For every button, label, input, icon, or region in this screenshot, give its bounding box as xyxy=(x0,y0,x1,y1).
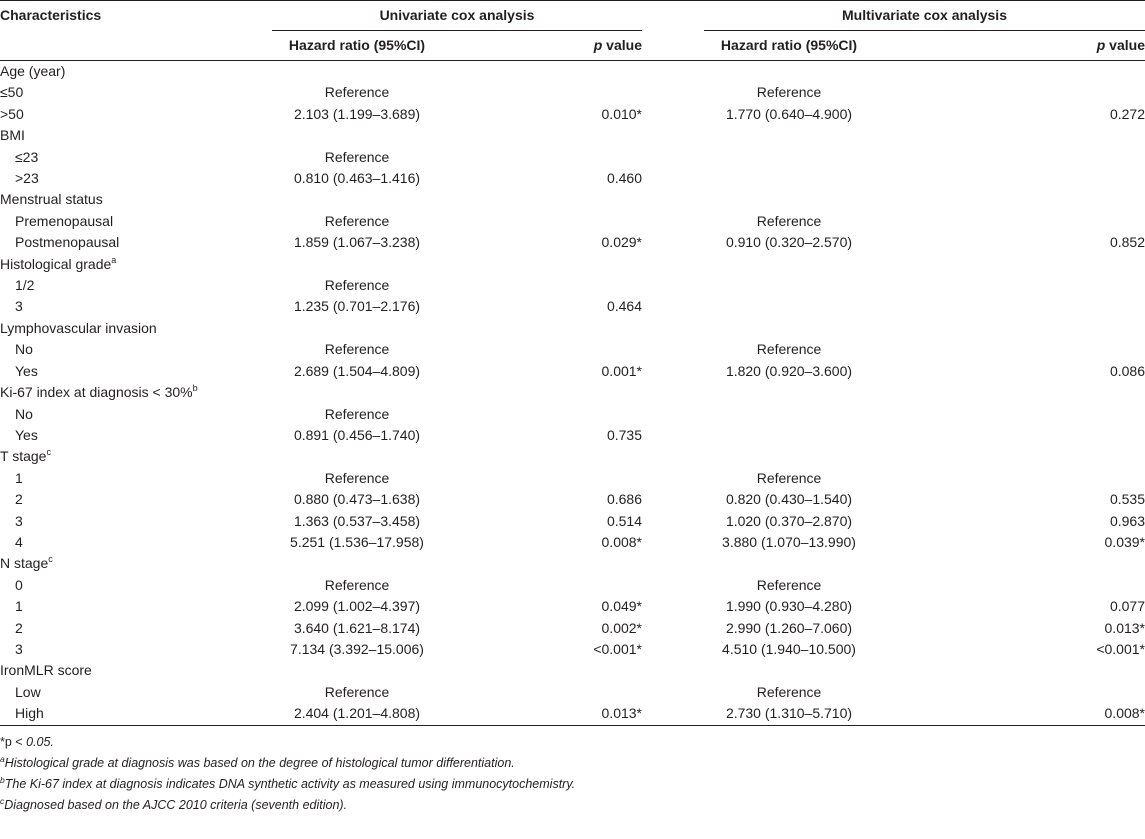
label-text: 3 xyxy=(15,640,23,657)
multivariate-p-cell: 0.272 xyxy=(1109,105,1145,122)
univariate-p-cell xyxy=(442,211,642,232)
footnote-marker: c xyxy=(48,554,53,565)
label-text: Yes xyxy=(15,362,38,379)
label-text: 3 xyxy=(15,512,23,529)
table-body xyxy=(0,61,1145,726)
label-text: 1/2 xyxy=(15,277,35,294)
multivariate-hr-cell: 0.820 (0.430–1.540) xyxy=(725,491,853,508)
group-label xyxy=(0,254,272,275)
multivariate-p-cell xyxy=(874,682,1145,703)
group-row xyxy=(0,189,1145,210)
univariate-p-cell xyxy=(442,682,642,703)
footnote-c-text: Diagnosed based on the AJCC 2010 criteria (seventh edition). xyxy=(4,798,348,813)
multivariate-hr-cell xyxy=(704,189,874,210)
multivariate-p-cell xyxy=(874,211,1145,232)
spacer-cell xyxy=(642,489,704,510)
label-text: 0 xyxy=(15,576,23,593)
spacer-cell xyxy=(642,125,704,146)
label-text: Age (year) xyxy=(0,63,66,79)
spacer-cell xyxy=(642,382,704,403)
spacer-cell xyxy=(642,147,704,168)
spacer-cell xyxy=(642,532,704,553)
row-label xyxy=(0,147,272,168)
p-value-word: value xyxy=(1105,37,1145,53)
multivariate-p-cell xyxy=(874,382,1145,403)
table-row xyxy=(0,361,1145,382)
univariate-p-cell: 0.514 xyxy=(606,512,642,529)
label-text: Ki-67 index at diagnosis < 30% xyxy=(0,384,193,401)
row-label xyxy=(0,232,272,253)
univariate-hr-cell: 2.103 (1.199–3.689) xyxy=(293,105,421,122)
group-row xyxy=(0,660,1145,681)
multivariate-p-cell xyxy=(874,189,1145,210)
footnote-b-text: The Ki-67 index at diagnosis indicates DNA synthetic activity as measured using immunocytochemistry. xyxy=(4,777,576,792)
group-label xyxy=(0,61,272,83)
multivariate-hr-cell xyxy=(704,446,874,467)
multivariate-hr-cell: Reference xyxy=(756,212,822,229)
group-label xyxy=(0,318,272,339)
label-text: T stage xyxy=(0,448,47,465)
multivariate-p-cell xyxy=(874,425,1145,446)
univariate-p-cell xyxy=(442,82,642,103)
significance-note xyxy=(0,732,1145,753)
row-label xyxy=(0,168,272,189)
univariate-p-cell xyxy=(442,660,642,681)
label-text: Histological grade xyxy=(0,255,112,272)
multivariate-header: Multivariate cox analysis xyxy=(704,1,1145,31)
row-label xyxy=(0,82,272,103)
group-label xyxy=(0,660,272,681)
footnote-a-mark: a xyxy=(0,753,5,764)
table-row xyxy=(0,618,1145,639)
multivariate-p-cell xyxy=(874,468,1145,489)
table-row xyxy=(0,596,1145,617)
multivariate-hr-cell: Reference xyxy=(756,683,822,700)
univariate-p-cell xyxy=(442,468,642,489)
spacer-cell xyxy=(642,596,704,617)
univariate-p-cell xyxy=(442,339,642,360)
multivariate-hr-cell: 1.770 (0.640–4.900) xyxy=(725,105,853,122)
row-label xyxy=(0,511,272,532)
univariate-hr-cell: Reference xyxy=(324,277,390,294)
spacer-cell xyxy=(642,703,704,725)
footnote-b-mark: b xyxy=(0,775,5,786)
header-blank xyxy=(0,31,272,61)
label-text: 4 xyxy=(15,533,23,550)
multivariate-hr-cell xyxy=(704,125,874,146)
row-label xyxy=(0,275,272,296)
multivariate-p-cell xyxy=(874,296,1145,317)
univariate-hr-cell: 0.880 (0.473–1.638) xyxy=(293,491,421,508)
multivariate-hr-cell: 1.020 (0.370–2.870) xyxy=(725,512,853,529)
spacer-cell xyxy=(642,168,704,189)
multivariate-p-cell xyxy=(874,404,1145,425)
univariate-p-header xyxy=(442,31,642,61)
spacer-cell xyxy=(642,511,704,532)
multivariate-hr-cell xyxy=(704,168,874,189)
group-row xyxy=(0,125,1145,146)
label-text: >50 xyxy=(0,105,24,122)
spacer-cell xyxy=(642,254,704,275)
spacer-cell xyxy=(642,446,704,467)
multivariate-p-cell: 0.086 xyxy=(1109,362,1145,379)
row-label xyxy=(0,211,272,232)
spacer-cell xyxy=(642,82,704,103)
multivariate-hr-cell: Reference xyxy=(756,469,822,486)
table-footnotes xyxy=(0,732,1145,817)
row-label xyxy=(0,596,272,617)
table-row xyxy=(0,532,1145,553)
footnote-b xyxy=(0,774,1145,795)
multivariate-hr-cell xyxy=(704,275,874,296)
table-row xyxy=(0,682,1145,703)
univariate-hr-cell: Reference xyxy=(324,212,390,229)
multivariate-p-cell: 0.535 xyxy=(1109,491,1145,508)
multivariate-hr-cell xyxy=(704,660,874,681)
univariate-p-cell xyxy=(442,446,642,467)
label-text: 1 xyxy=(15,469,23,486)
multivariate-p-cell: 0.077 xyxy=(1109,598,1145,615)
table-row xyxy=(0,275,1145,296)
univariate-p-cell: <0.001* xyxy=(593,640,642,657)
univariate-hr-cell: 2.404 (1.201–4.808) xyxy=(272,703,442,725)
row-label xyxy=(0,703,272,725)
label-text: >23 xyxy=(15,170,39,187)
label-text: Low xyxy=(15,683,41,700)
multivariate-hr-cell xyxy=(704,61,874,83)
multivariate-p-cell xyxy=(874,82,1145,103)
spacer-cell xyxy=(642,211,704,232)
table-row xyxy=(0,296,1145,317)
group-label xyxy=(0,382,272,403)
multivariate-p-cell xyxy=(874,575,1145,596)
multivariate-hr-cell: 2.990 (1.260–7.060) xyxy=(725,619,853,636)
label-text: 2 xyxy=(15,619,23,636)
multivariate-hr-cell: 2.730 (1.310–5.710) xyxy=(704,703,874,725)
multivariate-p-header xyxy=(874,31,1145,61)
footnote-a-text: Histological grade at diagnosis was based on the degree of histological tumor differentiation. xyxy=(4,755,515,770)
group-row xyxy=(0,254,1145,275)
univariate-p-cell xyxy=(442,275,642,296)
row-label xyxy=(0,639,272,660)
univariate-p-cell: 0.010* xyxy=(601,105,642,122)
univariate-hr-cell xyxy=(272,382,442,403)
row-label xyxy=(0,682,272,703)
spacer-cell xyxy=(642,575,704,596)
multivariate-hr-cell: 3.880 (1.070–13.990) xyxy=(722,533,856,550)
label-text: Lymphovascular invasion xyxy=(0,319,157,336)
row-label xyxy=(0,361,272,382)
multivariate-p-cell: 0.008* xyxy=(874,703,1145,725)
spacer-cell xyxy=(642,339,704,360)
label-text: No xyxy=(15,405,33,422)
header-spacer-2 xyxy=(642,31,704,61)
univariate-hr-cell: 3.640 (1.621–8.174) xyxy=(293,619,421,636)
label-text: IronMLR score xyxy=(0,662,92,679)
label-text: No xyxy=(15,341,33,358)
univariate-p-cell: 0.013* xyxy=(442,703,642,725)
univariate-hr-cell: 0.891 (0.456–1.740) xyxy=(293,426,421,443)
multivariate-hr-cell xyxy=(704,296,874,317)
multivariate-p-cell xyxy=(874,168,1145,189)
multivariate-p-cell xyxy=(874,147,1145,168)
multivariate-hr-cell: 1.820 (0.920–3.600) xyxy=(725,362,853,379)
row-label xyxy=(0,618,272,639)
univariate-hr-cell: 1.363 (0.537–3.458) xyxy=(293,512,421,529)
multivariate-p-cell: <0.001* xyxy=(1096,640,1145,657)
multivariate-hr-cell xyxy=(704,382,874,403)
univariate-hr-cell: Reference xyxy=(324,84,390,101)
row-label xyxy=(0,296,272,317)
multivariate-hr-cell xyxy=(704,318,874,339)
p-value-word: value xyxy=(602,37,642,53)
row-label xyxy=(0,489,272,510)
univariate-hr-cell: 1.235 (0.701–2.176) xyxy=(293,298,421,315)
univariate-hr-cell: Reference xyxy=(324,341,390,358)
table-row xyxy=(0,468,1145,489)
univariate-hr-cell xyxy=(272,254,442,275)
label-text: High xyxy=(15,705,44,722)
label-text: Postmenopausal xyxy=(15,234,120,251)
group-label xyxy=(0,125,272,146)
univariate-hr-header: Hazard ratio (95%CI) xyxy=(272,31,442,61)
spacer-cell xyxy=(642,104,704,125)
sig-value: 0.05. xyxy=(26,734,54,749)
table-row xyxy=(0,147,1145,168)
univariate-hr-cell xyxy=(272,189,442,210)
univariate-p-cell: 0.686 xyxy=(606,491,642,508)
sig-prefix: *p < xyxy=(0,734,27,749)
univariate-p-cell: 0.029* xyxy=(601,234,642,251)
multivariate-hr-cell xyxy=(704,553,874,574)
row-label xyxy=(0,468,272,489)
label-text: BMI xyxy=(0,127,25,144)
multivariate-p-cell: 0.039* xyxy=(1104,533,1145,550)
row-label xyxy=(0,404,272,425)
univariate-hr-cell xyxy=(272,446,442,467)
group-row xyxy=(0,318,1145,339)
univariate-p-cell xyxy=(442,254,642,275)
univariate-p-cell: 0.049* xyxy=(601,598,642,615)
multivariate-hr-cell xyxy=(704,254,874,275)
univariate-p-cell xyxy=(442,575,642,596)
label-text: 2 xyxy=(15,491,23,508)
multivariate-p-cell: 0.852 xyxy=(1109,234,1145,251)
footnote-c-mark: c xyxy=(0,796,5,807)
footnote-c xyxy=(0,795,1145,816)
univariate-p-cell: 0.735 xyxy=(606,426,642,443)
label-text: 1 xyxy=(15,598,23,615)
table-row xyxy=(0,575,1145,596)
characteristics-header: Characteristics xyxy=(0,1,272,31)
univariate-p-cell xyxy=(442,189,642,210)
row-label xyxy=(0,339,272,360)
multivariate-hr-cell xyxy=(704,425,874,446)
univariate-hr-cell: 1.859 (1.067–3.238) xyxy=(293,234,421,251)
table-row xyxy=(0,211,1145,232)
univariate-p-cell xyxy=(442,125,642,146)
univariate-hr-cell xyxy=(272,125,442,146)
table-row xyxy=(0,703,1145,725)
multivariate-p-cell: 0.963 xyxy=(1109,512,1145,529)
table-row xyxy=(0,104,1145,125)
footnote-marker: a xyxy=(111,254,117,265)
table-row xyxy=(0,639,1145,660)
univariate-hr-cell: Reference xyxy=(324,469,390,486)
spacer-cell xyxy=(642,318,704,339)
table-row xyxy=(0,168,1145,189)
univariate-hr-cell: Reference xyxy=(324,405,390,422)
univariate-hr-cell xyxy=(272,553,442,574)
multivariate-hr-cell: Reference xyxy=(756,576,822,593)
univariate-p-cell xyxy=(442,553,642,574)
spacer-cell xyxy=(642,660,704,681)
table-row xyxy=(0,339,1145,360)
table-row xyxy=(0,232,1145,253)
header-spacer xyxy=(642,1,704,31)
univariate-hr-cell: Reference xyxy=(324,683,390,700)
univariate-hr-cell: 0.810 (0.463–1.416) xyxy=(293,170,421,187)
spacer-cell xyxy=(642,639,704,660)
multivariate-p-cell xyxy=(874,61,1145,83)
spacer-cell xyxy=(642,425,704,446)
table-row xyxy=(0,404,1145,425)
spacer-cell xyxy=(642,618,704,639)
row-label xyxy=(0,104,272,125)
multivariate-p-cell xyxy=(874,125,1145,146)
univariate-p-cell: 0.464 xyxy=(606,298,642,315)
univariate-p-cell xyxy=(442,318,642,339)
footnote-a xyxy=(0,753,1145,774)
spacer-cell xyxy=(642,682,704,703)
spacer-cell xyxy=(642,468,704,489)
univariate-hr-cell xyxy=(272,61,442,83)
multivariate-hr-cell: Reference xyxy=(756,84,822,101)
univariate-hr-cell xyxy=(272,660,442,681)
table-row xyxy=(0,425,1145,446)
multivariate-p-cell xyxy=(874,339,1145,360)
multivariate-p-cell xyxy=(874,553,1145,574)
group-row xyxy=(0,382,1145,403)
multivariate-p-cell xyxy=(874,660,1145,681)
label-text: ≤50 xyxy=(0,84,24,101)
footnote-marker: c xyxy=(46,447,51,458)
univariate-p-cell xyxy=(442,404,642,425)
spacer-cell xyxy=(642,61,704,83)
label-text: N stage xyxy=(0,555,49,572)
univariate-hr-cell: Reference xyxy=(324,576,390,593)
univariate-p-cell: 0.008* xyxy=(601,533,642,550)
univariate-p-cell xyxy=(442,382,642,403)
table-row xyxy=(0,511,1145,532)
group-row xyxy=(0,61,1145,83)
table-row xyxy=(0,489,1145,510)
table-row xyxy=(0,82,1145,103)
row-label xyxy=(0,575,272,596)
p-italic: p xyxy=(1096,37,1106,53)
p-italic: p xyxy=(593,37,603,53)
label-text: Premenopausal xyxy=(15,212,114,229)
label-text: Menstrual status xyxy=(0,191,103,208)
label-text: 3 xyxy=(15,298,23,315)
univariate-p-cell: 0.460 xyxy=(606,170,642,187)
group-row xyxy=(0,446,1145,467)
group-row xyxy=(0,553,1145,574)
footnote-marker: b xyxy=(192,383,198,394)
univariate-hr-cell: 5.251 (1.536–17.958) xyxy=(290,533,424,550)
univariate-hr-cell: 2.689 (1.504–4.809) xyxy=(293,362,421,379)
univariate-hr-cell: Reference xyxy=(324,148,390,165)
multivariate-p-cell: 0.013* xyxy=(1104,619,1145,636)
spacer-cell xyxy=(642,275,704,296)
univariate-hr-cell: 2.099 (1.002–4.397) xyxy=(293,598,421,615)
multivariate-hr-cell xyxy=(704,404,874,425)
multivariate-hr-cell: 0.910 (0.320–2.570) xyxy=(725,234,853,251)
spacer-cell xyxy=(642,296,704,317)
univariate-header: Univariate cox analysis xyxy=(272,1,642,31)
univariate-p-cell: 0.002* xyxy=(601,619,642,636)
multivariate-p-cell xyxy=(874,275,1145,296)
row-label xyxy=(0,532,272,553)
group-label xyxy=(0,446,272,467)
group-label xyxy=(0,553,272,574)
multivariate-hr-cell: 1.990 (0.930–4.280) xyxy=(725,598,853,615)
label-text: Yes xyxy=(15,426,38,443)
row-label xyxy=(0,425,272,446)
univariate-hr-cell xyxy=(272,318,442,339)
univariate-p-cell: 0.001* xyxy=(601,362,642,379)
spacer-cell xyxy=(642,553,704,574)
spacer-cell xyxy=(642,361,704,382)
spacer-cell xyxy=(642,232,704,253)
univariate-p-cell xyxy=(442,147,642,168)
multivariate-p-cell xyxy=(874,446,1145,467)
group-label xyxy=(0,189,272,210)
univariate-p-cell xyxy=(442,61,642,83)
spacer-cell xyxy=(642,404,704,425)
multivariate-hr-cell: Reference xyxy=(756,341,822,358)
multivariate-hr-cell: 4.510 (1.940–10.500) xyxy=(722,640,856,657)
multivariate-hr-header: Hazard ratio (95%CI) xyxy=(704,31,874,61)
multivariate-p-cell xyxy=(874,254,1145,275)
multivariate-p-cell xyxy=(874,318,1145,339)
label-text: ≤23 xyxy=(15,148,39,165)
univariate-hr-cell: 7.134 (3.392–15.006) xyxy=(290,640,424,657)
multivariate-hr-cell xyxy=(704,147,874,168)
spacer-cell xyxy=(642,189,704,210)
